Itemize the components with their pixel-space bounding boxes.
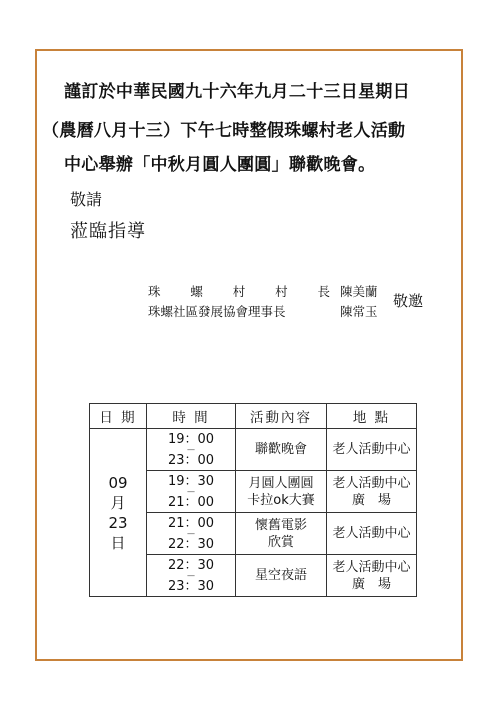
closing-text: 敬邀 [393, 292, 424, 310]
table-row [90, 429, 417, 471]
time-separator: — [187, 444, 195, 454]
time-separator: — [187, 528, 195, 538]
activity-text: 聯歡晚會 [254, 442, 307, 457]
schedule-header-row [90, 404, 417, 429]
signatory-2-title: 珠螺社區發展協會理事長 [148, 304, 286, 319]
location-text-2: 廣 場 [351, 492, 391, 508]
date-day: 23 [108, 513, 128, 532]
signatory-1-title: 珠螺村村長 [148, 284, 330, 299]
time-cell [147, 429, 236, 471]
location-cell [327, 513, 417, 555]
location-text: 老人活動中心 [332, 559, 411, 575]
announcement-line-2: （農曆八月十三）下午七時整假珠螺村老人活動 [42, 121, 406, 141]
activity-text: 月圓人團圓 [248, 475, 314, 491]
activity-text: 懷舊電影 [254, 517, 307, 533]
location-text: 老人活動中心 [332, 475, 411, 491]
time-start: 21：00 [167, 515, 215, 531]
activity-text-2: 卡拉ok大賽 [247, 492, 315, 508]
greeting-text: 敬請 [70, 190, 103, 209]
header-location: 地 點 [327, 404, 417, 429]
announcement-line-1: 謹訂於中華民國九十六年九月二十三日星期日 [64, 82, 410, 102]
location-text: 老人活動中心 [332, 442, 411, 457]
activity-cell [236, 513, 327, 555]
time-end: 23：00 [167, 452, 215, 468]
time-cell [147, 471, 236, 513]
header-date: 日 期 [90, 404, 147, 429]
schedule-table [89, 403, 417, 597]
time-start: 22：30 [167, 557, 215, 573]
location-text: 老人活動中心 [332, 526, 411, 541]
activity-text: 星空夜語 [254, 568, 307, 583]
signatory-2-name: 陳常玉 [340, 304, 378, 319]
time-end: 22：30 [167, 536, 215, 552]
location-text-2: 廣 場 [351, 576, 391, 592]
date-day-unit: 日 [110, 533, 126, 552]
time-start: 19：30 [167, 473, 215, 489]
header-time: 時 間 [147, 404, 236, 429]
announcement-line-3: 中心舉辦「中秋月圓人團圓」聯歡晚會。 [64, 155, 376, 175]
location-cell [327, 555, 417, 597]
date-cell [90, 429, 147, 597]
signatory-1-name: 陳美蘭 [340, 284, 378, 299]
time-start: 19：00 [167, 431, 215, 447]
activity-cell [236, 555, 327, 597]
time-cell [147, 555, 236, 597]
date-month-unit: 月 [110, 493, 126, 512]
location-cell [327, 471, 417, 513]
date-month: 09 [108, 473, 128, 492]
activity-cell [236, 429, 327, 471]
header-activity: 活動內容 [236, 404, 327, 429]
time-separator: — [187, 570, 195, 580]
activity-cell [236, 471, 327, 513]
activity-text-2: 欣賞 [267, 534, 294, 550]
time-end: 21：00 [167, 494, 215, 510]
time-separator: — [187, 486, 195, 496]
request-text: 蒞臨指導 [70, 221, 146, 242]
time-end: 23：30 [167, 578, 215, 594]
location-cell [327, 429, 417, 471]
time-cell [147, 513, 236, 555]
